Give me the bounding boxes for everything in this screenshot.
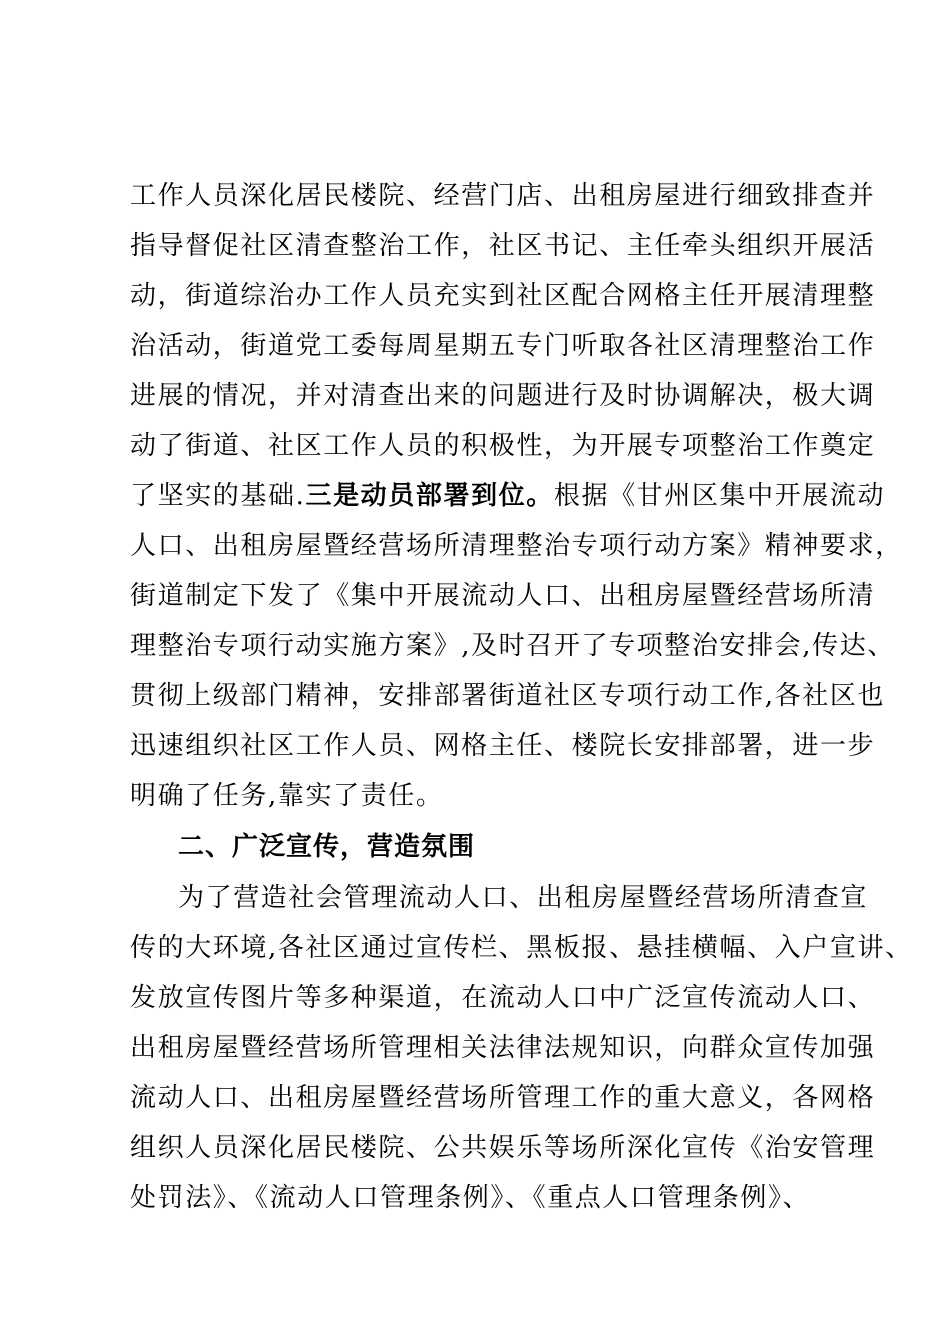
paragraph-line: 明确了任务,靠实了责任。 — [130, 781, 444, 811]
paragraph-line: 治活动，街道党工委每周星期五专门听取各社区清理整治工作 — [130, 331, 876, 361]
bold-subheading: 三是动员部署到位。 — [305, 481, 554, 511]
paragraph-line: 处罚法》、《流动人口管理条例》、《重点人口管理条例》、 — [130, 1183, 811, 1213]
paragraph-line: 人口、出租房屋暨经营场所清理整治专项行动方案》精神要求， — [130, 531, 903, 561]
section-heading: 二、广泛宣传，营造氛围 — [178, 832, 476, 862]
paragraph-line: 组织人员深化居民楼院、公共娱乐等场所深化宣传《治安管理 — [130, 1133, 876, 1163]
paragraph-line: 指导督促社区清查整治工作，社区书记、主任牵头组织开展活 — [130, 231, 876, 261]
text-run: 根据《甘州区集中开展流动 — [553, 481, 886, 511]
paragraph-line: 进展的情况，并对清查出来的问题进行及时协调解决，极大调 — [130, 381, 876, 411]
paragraph-line: 工作人员深化居民楼院、经营门店、出租房屋进行细致排查并 — [130, 181, 876, 211]
paragraph-line: 出租房屋暨经营场所管理相关法律法规知识，向群众宣传加强 — [130, 1033, 876, 1063]
paragraph-line: 动了街道、社区工作人员的积极性，为开展专项整治工作奠定 — [130, 431, 876, 461]
paragraph-line: 流动人口、出租房屋暨经营场所管理工作的重大意义，各网格 — [130, 1083, 876, 1113]
paragraph-line: 理整治专项行动实施方案》,及时召开了专项整治安排会,传达、 — [130, 631, 895, 661]
paragraph-line: 迅速组织社区工作人员、网格主任、楼院长安排部署，进一步 — [130, 731, 876, 761]
text-run: 了坚实的基础. — [130, 481, 306, 511]
paragraph-line: 街道制定下发了《集中开展流动人口、出租房屋暨经营场所清 — [130, 581, 876, 611]
paragraph-line: 传的大环境,各社区通过宣传栏、黑板报、悬挂横幅、入户宣讲、 — [130, 933, 913, 963]
paragraph-line: 动，街道综治办工作人员充实到社区配合网格主任开展清理整 — [130, 281, 876, 311]
paragraph-line: 贯彻上级部门精神，安排部署街道社区专项行动工作,各社区也 — [130, 681, 886, 711]
paragraph-line: 发放宣传图片等多种渠道，在流动人口中广泛宣传流动人口、 — [130, 983, 876, 1013]
paragraph-line-mixed — [130, 476, 886, 516]
paragraph-first-line: 为了营造社会管理流动人口、出租房屋暨经营场所清查宣 — [178, 883, 869, 913]
